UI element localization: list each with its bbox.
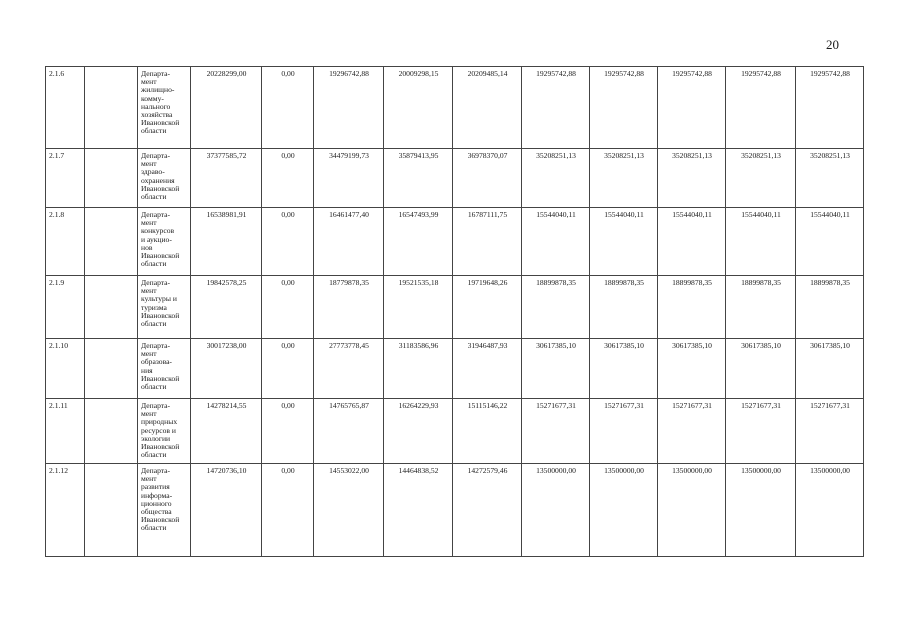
row-code-cell: 2.1.6: [46, 67, 85, 149]
empty-cell: [85, 208, 138, 276]
amount-cell: 35208251,13: [726, 149, 796, 208]
amount-cell: 19295742,88: [522, 67, 590, 149]
amount-cell: 14272579,46: [453, 464, 522, 557]
amount-cell: 37377585,72: [191, 149, 262, 208]
department-name: Департа- мент конкурсов и аукцио- нов Ивановской области: [141, 210, 180, 269]
amount-cell: 30617385,10: [726, 339, 796, 399]
amount-cell: 18899878,35: [726, 276, 796, 339]
amount-cell: 0,00: [262, 339, 314, 399]
amount-cell: 15271677,31: [796, 399, 864, 464]
amount-cell: 18899878,35: [590, 276, 658, 339]
department-name-cell: [138, 67, 191, 149]
amount-cell: 36978370,07: [453, 149, 522, 208]
amount-cell: 15544040,11: [726, 208, 796, 276]
amount-cell: 19296742,88: [314, 67, 384, 149]
amount-cell: 34479199,73: [314, 149, 384, 208]
amount-cell: 15271677,31: [658, 399, 726, 464]
amount-cell: 15115146,22: [453, 399, 522, 464]
amount-cell: 20228299,00: [191, 67, 262, 149]
budget-table: [45, 66, 864, 557]
row-code-cell: 2.1.11: [46, 399, 85, 464]
table-row: [46, 67, 864, 149]
amount-cell: 35208251,13: [522, 149, 590, 208]
table-body: [46, 67, 864, 557]
amount-cell: 19295742,88: [796, 67, 864, 149]
empty-cell: [85, 399, 138, 464]
amount-cell: 35879413,95: [384, 149, 453, 208]
amount-cell: 30617385,10: [796, 339, 864, 399]
department-name-cell: [138, 339, 191, 399]
amount-cell: 16538981,91: [191, 208, 262, 276]
amount-cell: 18899878,35: [658, 276, 726, 339]
amount-cell: 0,00: [262, 208, 314, 276]
empty-cell: [85, 339, 138, 399]
amount-cell: 31946487,93: [453, 339, 522, 399]
amount-cell: 19295742,88: [658, 67, 726, 149]
amount-cell: 30617385,10: [522, 339, 590, 399]
amount-cell: 19842578,25: [191, 276, 262, 339]
amount-cell: 13500000,00: [796, 464, 864, 557]
amount-cell: 0,00: [262, 399, 314, 464]
amount-cell: 15544040,11: [522, 208, 590, 276]
amount-cell: 30617385,10: [590, 339, 658, 399]
amount-cell: 20209485,14: [453, 67, 522, 149]
amount-cell: 15271677,31: [590, 399, 658, 464]
department-name: Департа- мент культуры и туризма Ивановской области: [141, 278, 180, 328]
amount-cell: 16787111,75: [453, 208, 522, 276]
row-code-cell: 2.1.10: [46, 339, 85, 399]
table-row: [46, 208, 864, 276]
row-code-cell: 2.1.12: [46, 464, 85, 557]
table-row: [46, 464, 864, 557]
amount-cell: 0,00: [262, 464, 314, 557]
amount-cell: 27773778,45: [314, 339, 384, 399]
department-name-cell: [138, 464, 191, 557]
department-name: Департа- мент природных ресурсов и экологии Ивановской области: [141, 401, 180, 460]
amount-cell: 14464838,52: [384, 464, 453, 557]
amount-cell: 14720736,10: [191, 464, 262, 557]
table-row: [46, 399, 864, 464]
department-name-cell: [138, 276, 191, 339]
amount-cell: 16264229,93: [384, 399, 453, 464]
amount-cell: 0,00: [262, 149, 314, 208]
amount-cell: 0,00: [262, 67, 314, 149]
amount-cell: 16547493,99: [384, 208, 453, 276]
row-code-cell: 2.1.7: [46, 149, 85, 208]
department-name-cell: [138, 208, 191, 276]
amount-cell: 13500000,00: [590, 464, 658, 557]
amount-cell: 30017238,00: [191, 339, 262, 399]
department-name-cell: [138, 399, 191, 464]
amount-cell: 15271677,31: [522, 399, 590, 464]
amount-cell: 19719648,26: [453, 276, 522, 339]
department-name-cell: [138, 149, 191, 208]
table-row: [46, 276, 864, 339]
amount-cell: 13500000,00: [522, 464, 590, 557]
amount-cell: 14765765,87: [314, 399, 384, 464]
amount-cell: 15544040,11: [590, 208, 658, 276]
amount-cell: 31183586,96: [384, 339, 453, 399]
amount-cell: 18899878,35: [522, 276, 590, 339]
department-name: Департа- мент образова- ния Ивановской области: [141, 341, 180, 391]
amount-cell: 35208251,13: [590, 149, 658, 208]
table-row: [46, 149, 864, 208]
amount-cell: 14278214,55: [191, 399, 262, 464]
amount-cell: 13500000,00: [726, 464, 796, 557]
page-number: 20: [826, 37, 839, 52]
amount-cell: 35208251,13: [658, 149, 726, 208]
amount-cell: 30617385,10: [658, 339, 726, 399]
table-row: [46, 339, 864, 399]
department-name: Департа- мент жилищно- комму- нального хозяйства Ивановской области: [141, 69, 180, 136]
row-code-cell: 2.1.9: [46, 276, 85, 339]
amount-cell: 16461477,40: [314, 208, 384, 276]
amount-cell: 35208251,13: [796, 149, 864, 208]
empty-cell: [85, 149, 138, 208]
amount-cell: 15271677,31: [726, 399, 796, 464]
empty-cell: [85, 67, 138, 149]
amount-cell: 14553022,00: [314, 464, 384, 557]
amount-cell: 18899878,35: [796, 276, 864, 339]
empty-cell: [85, 464, 138, 557]
department-name: Департа- мент здраво- охранения Ивановской области: [141, 151, 180, 201]
empty-cell: [85, 276, 138, 339]
amount-cell: 0,00: [262, 276, 314, 339]
row-code-cell: 2.1.8: [46, 208, 85, 276]
department-name: Департа- мент развития информа- ционного общества Ивановской области: [141, 466, 180, 533]
amount-cell: 19521535,18: [384, 276, 453, 339]
amount-cell: 15544040,11: [796, 208, 864, 276]
amount-cell: 20009298,15: [384, 67, 453, 149]
amount-cell: 19295742,88: [726, 67, 796, 149]
amount-cell: 15544040,11: [658, 208, 726, 276]
amount-cell: 19295742,88: [590, 67, 658, 149]
amount-cell: 13500000,00: [658, 464, 726, 557]
amount-cell: 18779878,35: [314, 276, 384, 339]
